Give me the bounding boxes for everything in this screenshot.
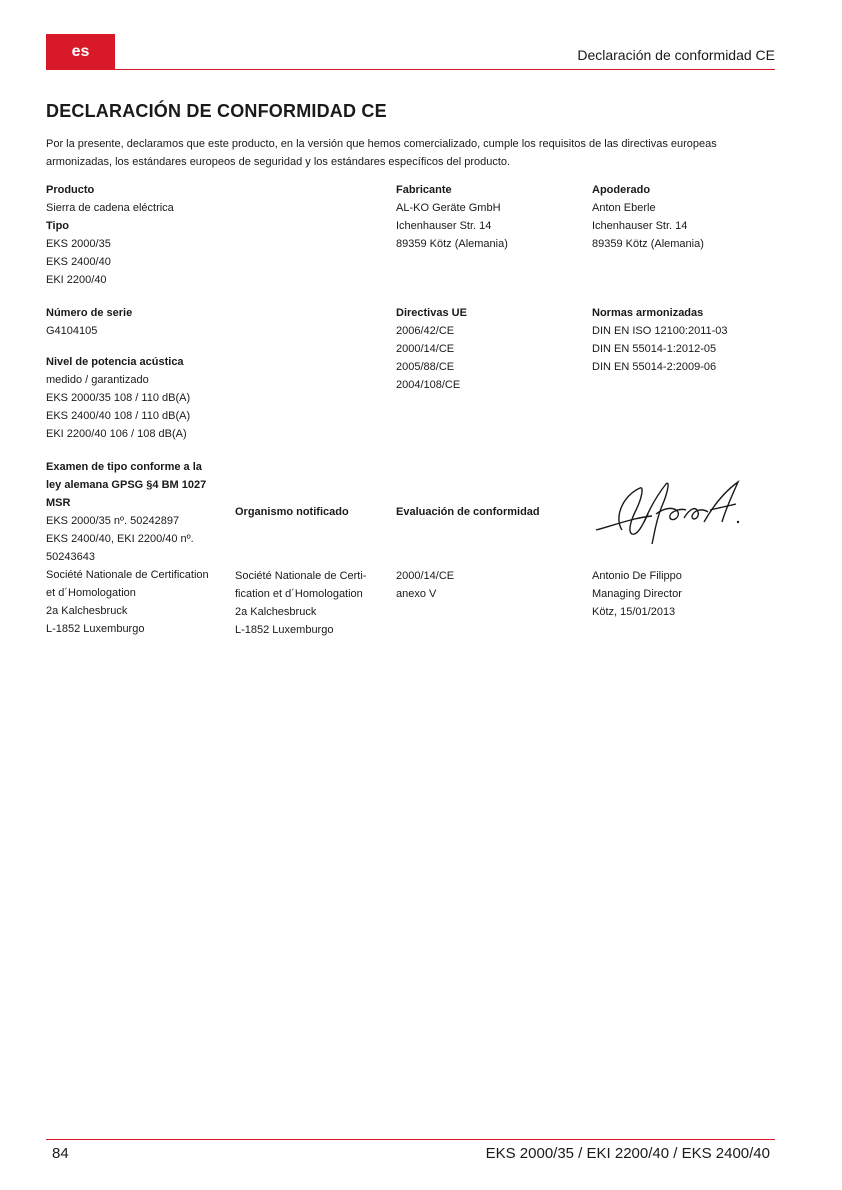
exam-org-line: L-1852 Luxemburgo (46, 623, 145, 635)
language-tab: es (46, 34, 115, 70)
notified-section (235, 567, 366, 639)
exam-line: 50243643 (46, 551, 95, 563)
standard-item: DIN EN ISO 12100:2011-03 (592, 325, 728, 337)
directive-item: 2005/88/CE (396, 361, 455, 373)
representative-label: Apoderado (592, 184, 651, 196)
evaluation-line: 2000/14/CE (396, 570, 455, 582)
serial-section (46, 304, 132, 340)
footer-divider (46, 1139, 775, 1140)
exam-section (46, 458, 209, 638)
standards-section (592, 304, 728, 376)
representative-section (592, 181, 704, 253)
directive-item: 2000/14/CE (396, 343, 455, 355)
manufacturer-section (396, 181, 508, 253)
evaluation-label: Evaluación de conformidad (396, 506, 540, 518)
sound-sublabel: medido / garantizado (46, 374, 149, 386)
page-title: DECLARACIÓN DE CONFORMIDAD CE (46, 101, 387, 121)
product-section (46, 181, 174, 289)
exam-org-line: 2a Kalchesbruck (46, 605, 128, 617)
standards-label: Normas armonizadas (592, 307, 704, 319)
type-item: EKI 2200/40 (46, 274, 107, 286)
sound-section (46, 353, 190, 443)
product-value: Sierra de cadena eléctrica (46, 202, 174, 214)
manufacturer-line: 89359 Kötz (Alemania) (396, 238, 508, 250)
notified-line: 2a Kalchesbruck (235, 606, 317, 618)
sound-label: Nivel de potencia acústica (46, 356, 184, 368)
exam-line: EKS 2400/40, EKI 2200/40 nº. (46, 533, 194, 545)
representative-line: Anton Eberle (592, 202, 656, 214)
exam-label-line: MSR (46, 497, 71, 509)
signatory-place-date: Kötz, 15/01/2013 (592, 606, 676, 618)
standard-item: DIN EN 55014-1:2012-05 (592, 343, 717, 355)
header-title: Declaración de conformidad CE (577, 47, 775, 63)
directives-section (396, 304, 467, 394)
signatory-section (592, 567, 682, 621)
representative-line: Ichenhauser Str. 14 (592, 220, 688, 232)
directive-item: 2006/42/CE (396, 325, 455, 337)
notified-label: Organismo notificado (235, 506, 349, 518)
serial-value: G4104105 (46, 325, 98, 337)
manufacturer-line: AL-KO Geräte GmbH (396, 202, 501, 214)
notified-line: L-1852 Luxemburgo (235, 624, 334, 636)
type-item: EKS 2000/35 (46, 238, 111, 250)
signatory-role: Managing Director (592, 588, 682, 600)
exam-line: EKS 2000/35 nº. 50242897 (46, 515, 180, 527)
notified-line: fication et d´Homologation (235, 588, 363, 600)
standard-item: DIN EN 55014-2:2009-06 (592, 361, 717, 373)
manufacturer-line: Ichenhauser Str. 14 (396, 220, 492, 232)
footer-models: EKS 2000/35 / EKI 2200/40 / EKS 2400/40 (485, 1145, 770, 1162)
sound-line: EKS 2400/40 108 / 110 dB(A) (46, 410, 191, 422)
type-item: EKS 2400/40 (46, 256, 111, 268)
directives-label: Directivas UE (396, 307, 467, 319)
header-divider (115, 69, 775, 70)
evaluation-line: anexo V (396, 588, 437, 600)
manufacturer-label: Fabricante (396, 184, 452, 196)
intro-paragraph: Por la presente, declaramos que este producto, en la versión que hemos comercializado, cumple los requisitos de las directivas europeas armonizadas, los estándares europeos de seguridad y los estándares específicos del producto. (46, 138, 717, 168)
product-label: Producto (46, 184, 95, 196)
page-number: 84 (52, 1145, 69, 1162)
exam-label-line: ley alemana GPSG §4 BM 1027 (46, 479, 207, 491)
signatory-name: Antonio De Filippo (592, 570, 682, 582)
signature-image (592, 478, 752, 546)
sound-line: EKS 2000/35 108 / 110 dB(A) (46, 392, 191, 404)
evaluation-section (396, 567, 454, 603)
exam-org-line: et d´Homologation (46, 587, 136, 599)
exam-label-line: Examen de tipo conforme a la (46, 461, 202, 473)
exam-org-line: Société Nationale de Certification (46, 569, 209, 581)
type-label: Tipo (46, 220, 70, 232)
notified-line: Société Nationale de Certi- (235, 570, 367, 582)
representative-line: 89359 Kötz (Alemania) (592, 238, 704, 250)
directive-item: 2004/108/CE (396, 379, 461, 391)
sound-line: EKI 2200/40 106 / 108 dB(A) (46, 428, 187, 440)
serial-label: Número de serie (46, 307, 133, 319)
